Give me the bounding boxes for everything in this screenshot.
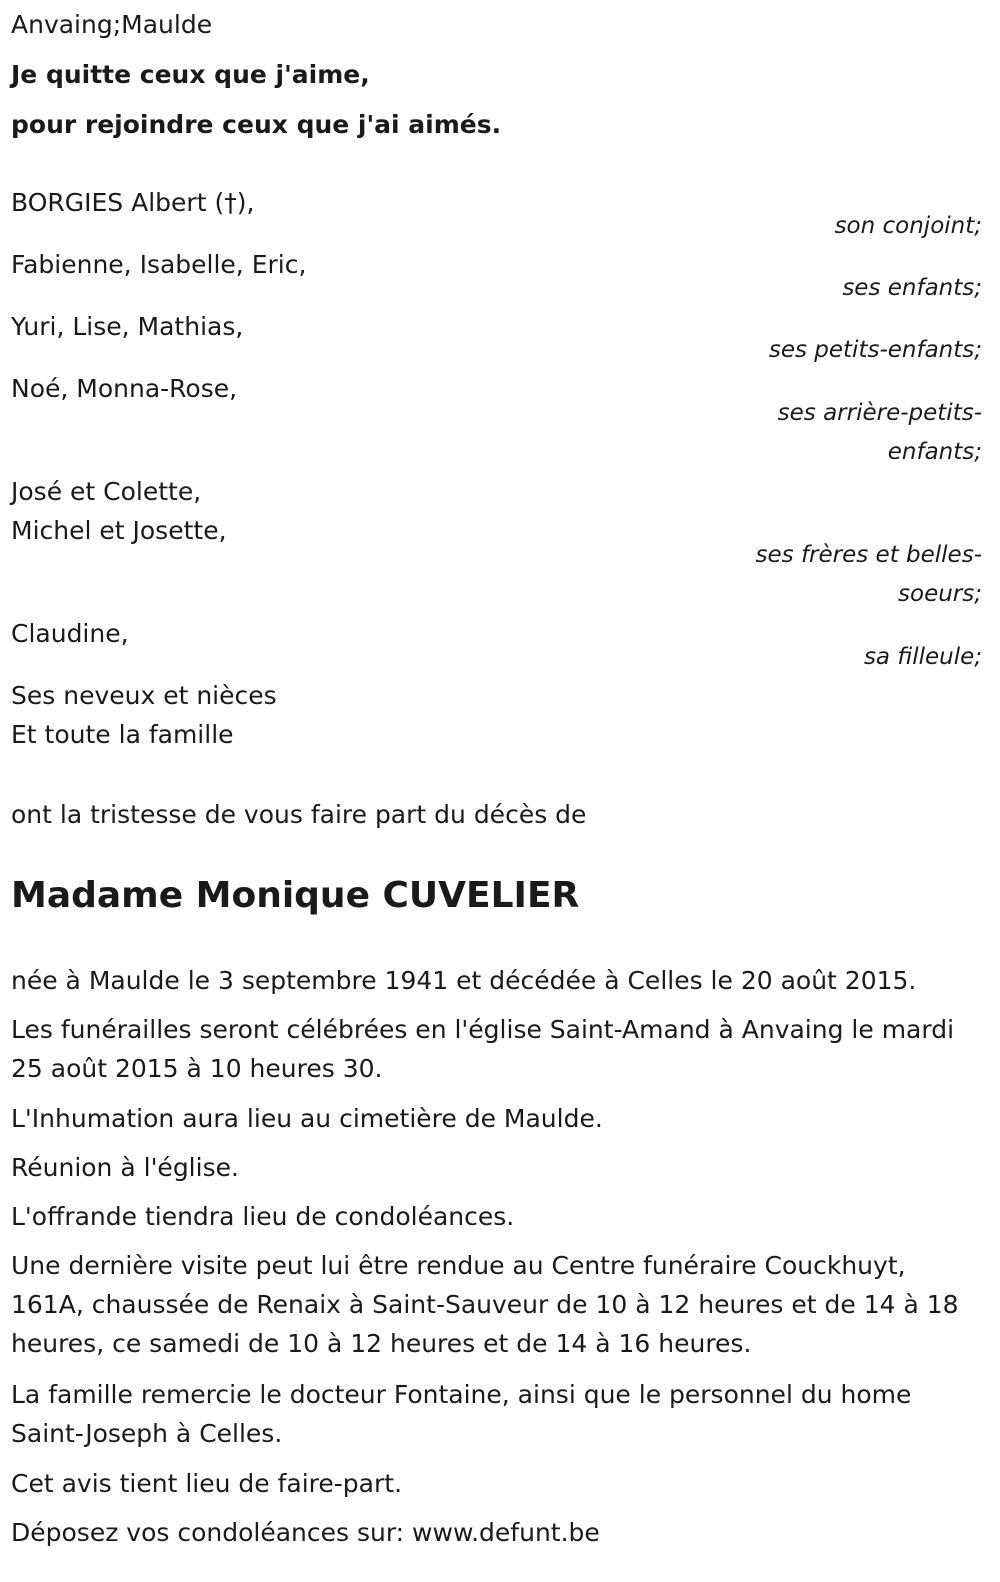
family-relation: ses enfants; xyxy=(842,275,982,301)
family-relation: son conjoint; xyxy=(834,213,982,239)
family-relation: ses arrière-petits- xyxy=(777,400,982,426)
family-name: José et Colette, xyxy=(11,477,202,506)
family-relation: soeurs; xyxy=(898,581,982,607)
family-name: Et toute la famille xyxy=(11,720,234,749)
detail-paragraph: née à Maulde le 3 septembre 1941 et décédée à Celles le 20 août 2015. xyxy=(11,966,917,995)
family-relation: ses frères et belles- xyxy=(755,542,982,568)
family-relation: enfants; xyxy=(887,439,982,465)
quote-line-1: Je quitte ceux que j'aime, xyxy=(11,60,370,89)
family-name: BORGIES Albert (†), xyxy=(11,188,255,217)
deceased-name: Madame Monique CUVELIER xyxy=(11,875,580,916)
detail-paragraph: L'offrande tiendra lieu de condoléances. xyxy=(11,1202,515,1231)
family-relation: ses petits-enfants; xyxy=(768,337,982,363)
family-name: Fabienne, Isabelle, Eric, xyxy=(11,250,307,279)
condolences-link-text: Déposez vos condoléances sur: www.defunt.be xyxy=(11,1518,600,1547)
family-name: Michel et Josette, xyxy=(11,516,227,545)
detail-paragraph: Une dernière visite peut lui être rendue au Centre funéraire Couckhuyt, 161A, chaussée de Renaix à Saint-Sauveur de 10 à 12 heures et de 14 à 18 heures, ce samedi de 10 à 12 heures et de 14 à 16 heures. xyxy=(11,1251,959,1358)
detail-paragraph: Cet avis tient lieu de faire-part. xyxy=(11,1469,403,1498)
family-name: Claudine, xyxy=(11,619,129,648)
detail-paragraph: Les funérailles seront célébrées en l'église Saint-Amand à Anvaing le mardi 25 août 2015 à 10 heures 30. xyxy=(11,1015,955,1083)
detail-paragraph: La famille remercie le docteur Fontaine, ainsi que le personnel du home Saint-Joseph à Celles. xyxy=(11,1380,912,1448)
detail-paragraph: Réunion à l'église. xyxy=(11,1153,239,1182)
family-name: Noé, Monna-Rose, xyxy=(11,374,238,403)
family-name: Ses neveux et nièces xyxy=(11,681,277,710)
family-relation: sa filleule; xyxy=(863,644,982,670)
place: Anvaing;Maulde xyxy=(11,10,213,39)
detail-paragraph: L'Inhumation aura lieu au cimetière de Maulde. xyxy=(11,1104,603,1133)
announcement: ont la tristesse de vous faire part du décès de xyxy=(11,800,587,829)
quote-line-2: pour rejoindre ceux que j'ai aimés. xyxy=(11,110,502,139)
family-name: Yuri, Lise, Mathias, xyxy=(11,312,244,341)
